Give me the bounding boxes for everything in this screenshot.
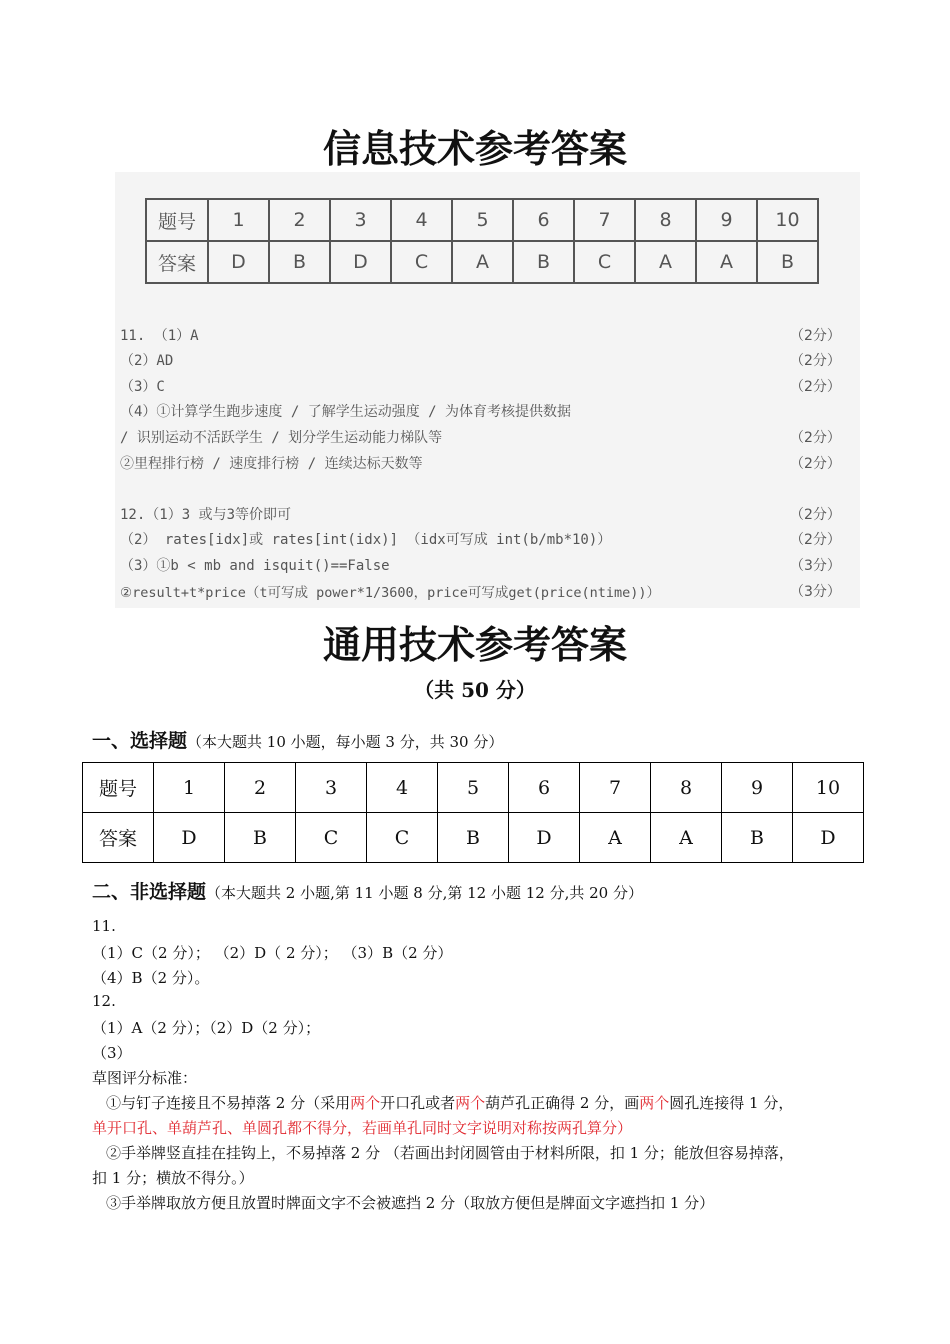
score-label: （2分） [790, 507, 841, 523]
q12-label: 12. [92, 992, 116, 1010]
highlight-text: 两个 [350, 1094, 381, 1112]
answer-cell: A [452, 241, 513, 283]
answer-cell: C [296, 813, 367, 863]
question-number: 9 [696, 199, 757, 241]
rubric-item-1-note: 单开口孔、单葫芦孔、单圆孔都不得分，若画单孔同时文字说明对称按两孔算分） [92, 1119, 633, 1137]
score-label: （3分） [790, 558, 841, 574]
rubric-text: 圆孔连接得 1 分， [669, 1094, 794, 1112]
question-number: 6 [509, 763, 580, 813]
rubric-item-3: ③手举牌取放方便且放置时牌面文字不会被遮挡 2 分（取放方便但是牌面文字遮挡扣 1 分） [106, 1194, 715, 1212]
section1-title: 一、选择题 [92, 730, 188, 752]
section1-heading [92, 726, 503, 753]
question-number: 7 [580, 763, 651, 813]
table-row [83, 813, 864, 863]
q12-answers-line2: （3） [92, 1044, 132, 1062]
info-q11-line: （2）AD [120, 353, 174, 369]
question-number: 10 [757, 199, 818, 241]
section1-note: （本大题共 10 小题，每小题 3 分，共 30 分） [187, 733, 504, 751]
info-q12-line: ②result+t*price（t可写成 power*1/3600，price可写成get(price(ntime))） [120, 585, 660, 601]
info-q12-line: （2） rates[idx]或 rates[int(idx)] （idx可写成 int(b/mb*10)） [120, 532, 612, 548]
question-number: 3 [296, 763, 367, 813]
question-number: 8 [635, 199, 696, 241]
question-number: 2 [225, 763, 296, 813]
answer-cell: B [513, 241, 574, 283]
answer-cell: A [696, 241, 757, 283]
question-number: 1 [154, 763, 225, 813]
question-number: 3 [330, 199, 391, 241]
answer-cell: B [722, 813, 793, 863]
rubric-text: 葫芦孔正确得 2 分，画 [485, 1094, 640, 1112]
score-label: （2分） [790, 328, 841, 344]
score-label: （2分） [790, 532, 841, 548]
rubric-item-2-cont: 扣 1 分；横放不得分。） [92, 1169, 254, 1187]
question-number: 4 [391, 199, 452, 241]
general-tech-title: 通用技术参考答案 [322, 623, 627, 667]
info-q11-line: （4）①计算学生跑步速度 / 了解学生运动强度 / 为体育考核提供数据 [120, 404, 571, 420]
info-q12-line: （3）①b < mb and isquit()==False [120, 558, 390, 574]
question-number: 4 [367, 763, 438, 813]
section2-title: 二、非选择题 [92, 881, 207, 903]
answer-cell: D [793, 813, 864, 863]
section2-heading [92, 877, 643, 904]
question-number: 1 [208, 199, 269, 241]
rubric-text: ①与钉子连接且不易掉落 2 分（采用 [106, 1094, 351, 1112]
question-number: 2 [269, 199, 330, 241]
info-q11-line: / 识别运动不活跃学生 / 划分学生运动能力梯队等 [120, 430, 443, 446]
question-number: 5 [438, 763, 509, 813]
answer-cell: B [438, 813, 509, 863]
answer-cell: C [367, 813, 438, 863]
answer-cell: D [509, 813, 580, 863]
answer-cell: A [651, 813, 722, 863]
answer-cell: C [391, 241, 452, 283]
question-number: 8 [651, 763, 722, 813]
answer-cell: D [154, 813, 225, 863]
score-label: （2分） [790, 353, 841, 369]
info-tech-title: 信息技术参考答案 [322, 127, 627, 171]
table-row [83, 763, 864, 813]
answer-cell: C [574, 241, 635, 283]
answer-cell: B [269, 241, 330, 283]
answer-cell: D [330, 241, 391, 283]
info-tech-answer-table [145, 198, 819, 284]
table-row [146, 241, 818, 283]
highlight-text: 两个 [455, 1094, 486, 1112]
info-q11-line: （3）C [120, 379, 165, 395]
question-number: 7 [574, 199, 635, 241]
rubric-title: 草图评分标准： [92, 1069, 198, 1087]
score-label: （2分） [790, 456, 841, 472]
score-label: （3分） [790, 584, 841, 600]
general-tech-answer-table [82, 762, 864, 863]
score-label: （2分） [790, 430, 841, 446]
question-number: 10 [793, 763, 864, 813]
table-row [146, 199, 818, 241]
row-label: 答案 [146, 241, 208, 283]
info-q11-line: 11. （1）A [120, 328, 199, 344]
question-number: 9 [722, 763, 793, 813]
score-label: （2分） [790, 379, 841, 395]
info-q12-line: 12.（1）3 或与3等价即可 [120, 507, 292, 523]
rubric-item-2: ②手举牌竖直挂在挂钩上，不易掉落 2 分 （若画出封闭圆管由于材料所限，扣 1 分；能放但容易掉落， [106, 1144, 794, 1162]
answer-cell: B [757, 241, 818, 283]
q12-answers-line1: （1）A（2 分）；（2）D（2 分）； [92, 1019, 321, 1037]
total-score-subtitle: （共 50 分） [414, 678, 536, 702]
q11-answers-line1: （1）C（2 分）； （2）D（ 2 分）； （3）B（2 分） [92, 944, 453, 962]
row-label: 答案 [83, 813, 154, 863]
rubric-text: 开口孔或者 [380, 1094, 456, 1112]
section2-note: （本大题共 2 小题,第 11 小题 8 分,第 12 小题 12 分,共 20 分） [206, 884, 643, 902]
rubric-item-1 [106, 1092, 793, 1113]
highlight-text: 两个 [639, 1094, 670, 1112]
row-label: 题号 [83, 763, 154, 813]
answer-cell: D [208, 241, 269, 283]
q11-answers-line2: （4）B（2 分）。 [92, 969, 210, 987]
answer-cell: B [225, 813, 296, 863]
question-number: 6 [513, 199, 574, 241]
info-q11-line: ②里程排行榜 / 速度排行榜 / 连续达标天数等 [120, 456, 423, 472]
answer-cell: A [580, 813, 651, 863]
row-label: 题号 [146, 199, 208, 241]
question-number: 5 [452, 199, 513, 241]
q11-label: 11. [92, 917, 116, 935]
answer-cell: A [635, 241, 696, 283]
